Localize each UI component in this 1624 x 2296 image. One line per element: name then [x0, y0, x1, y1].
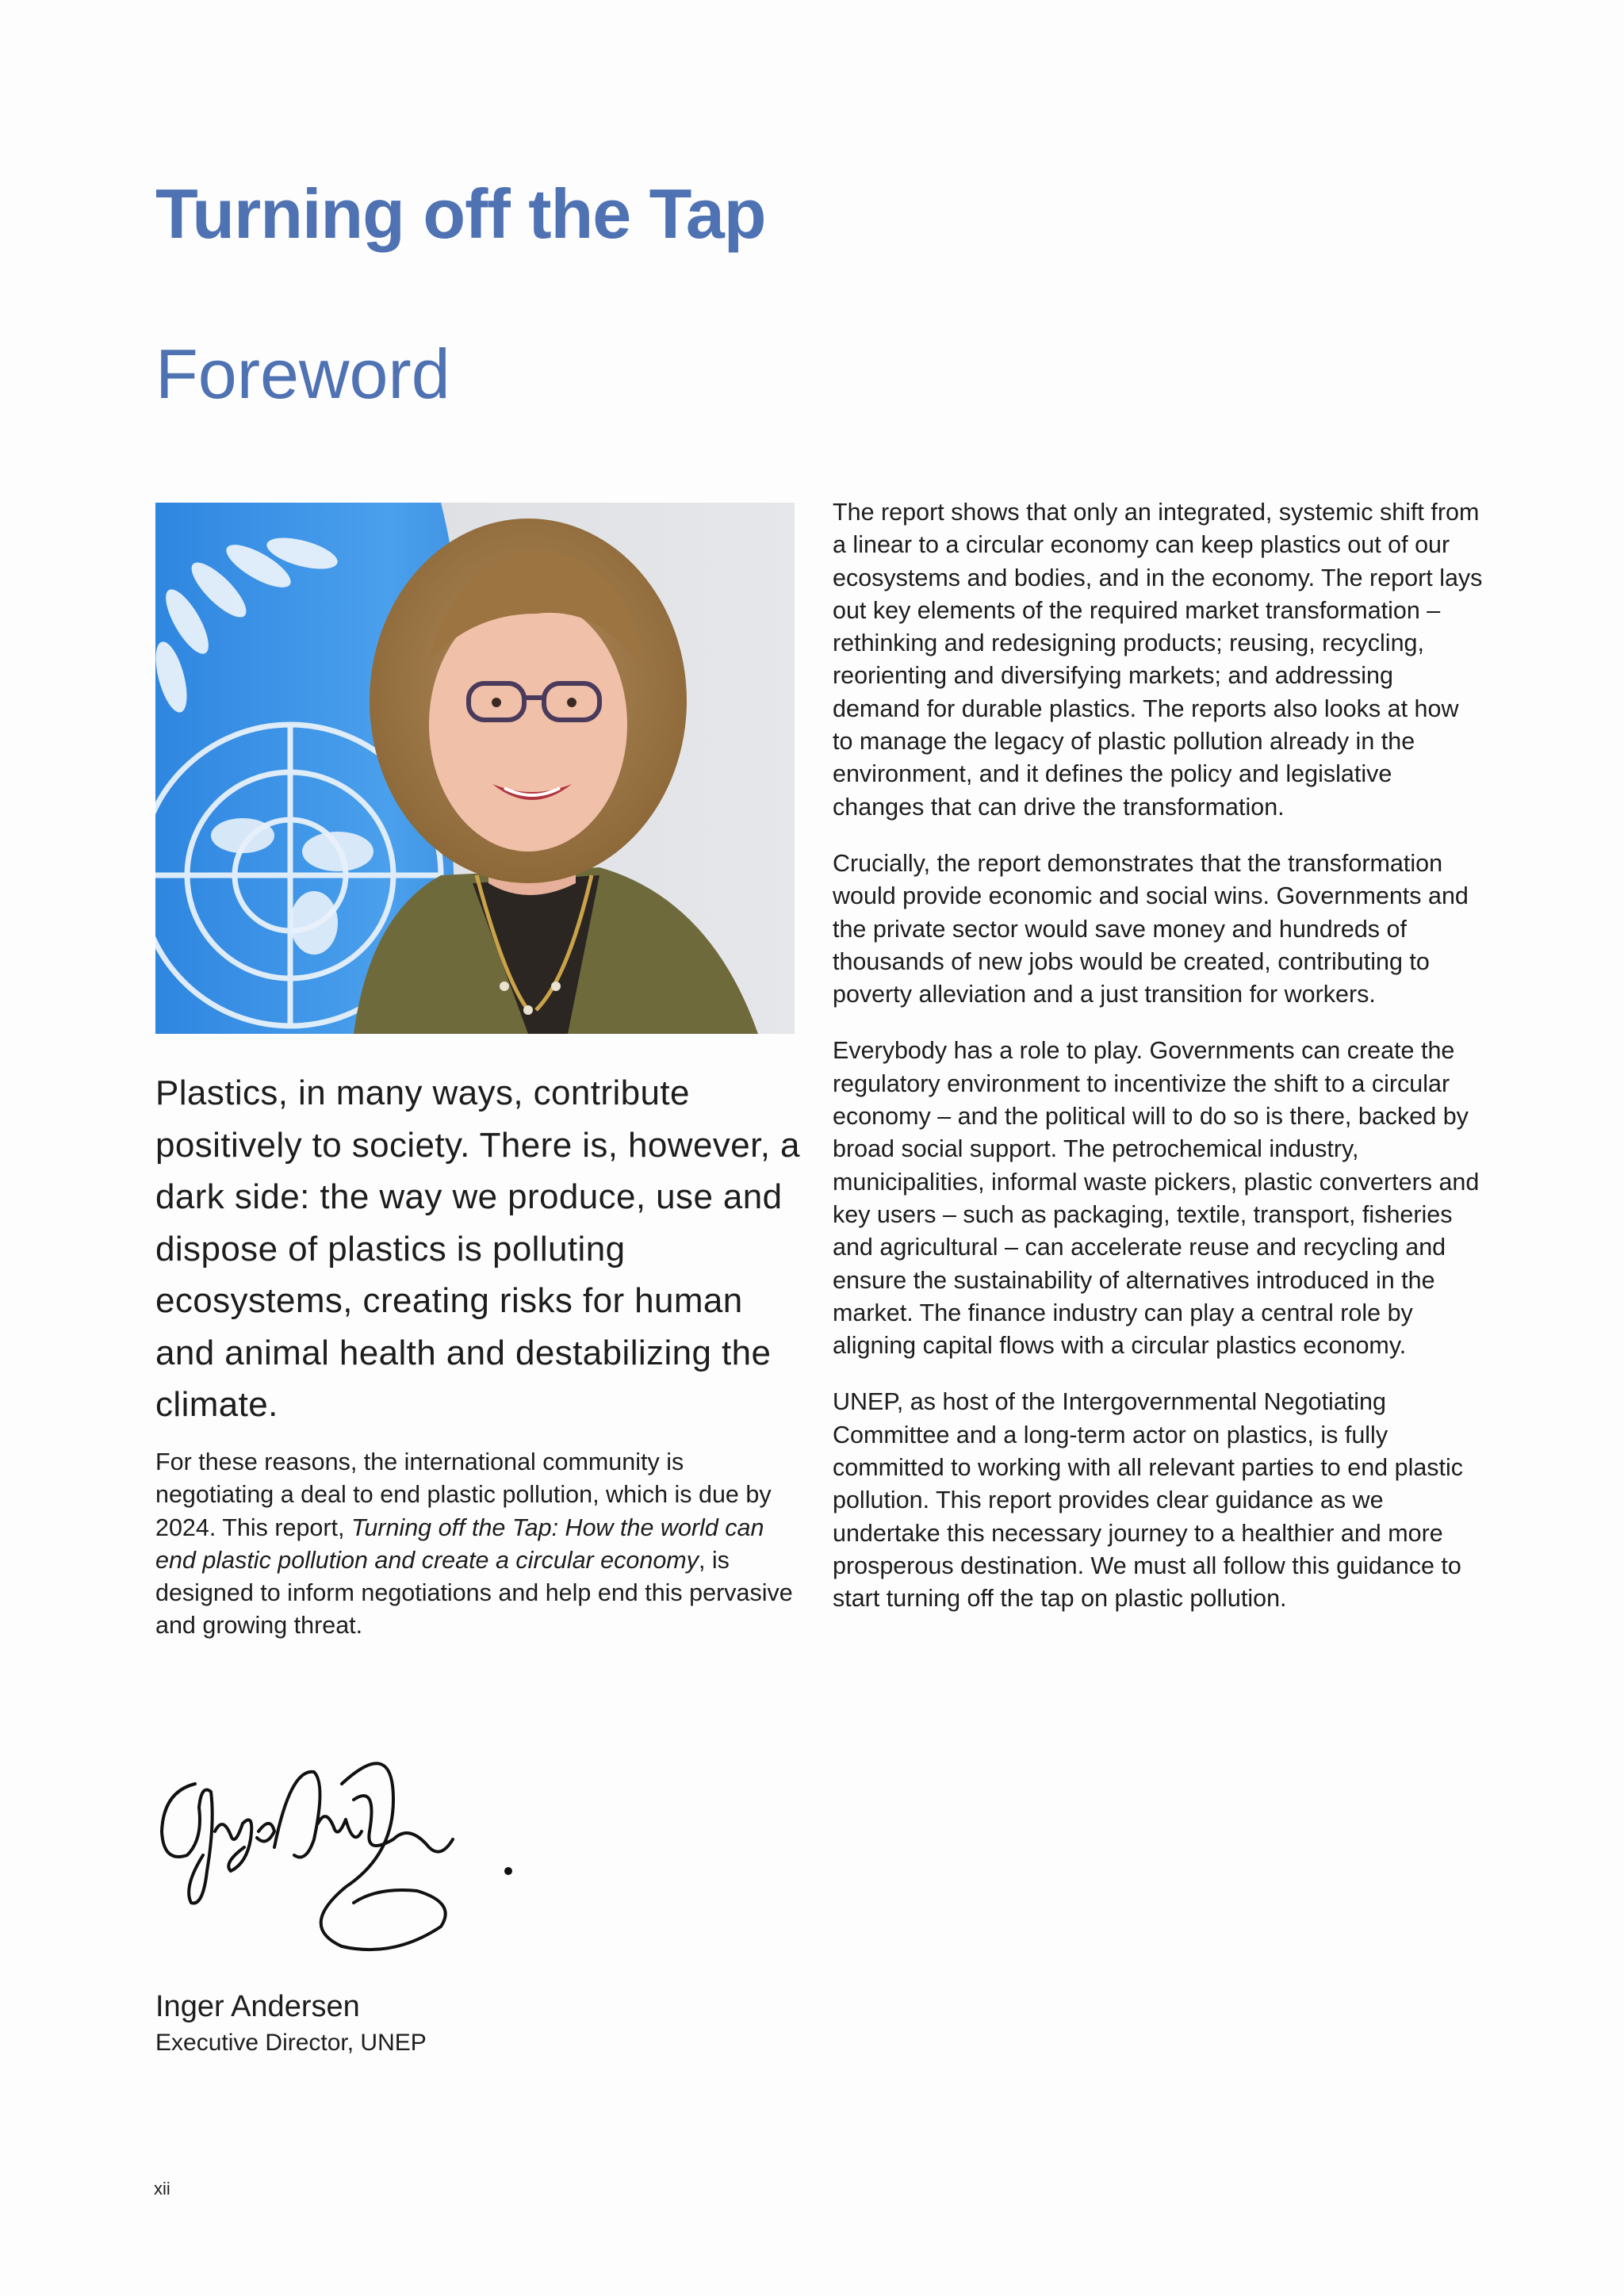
body-paragraph: The report shows that only an integrated, systemic shift from a linear to a circular economy can keep plastics out of our ecosystems and bodies, and in the economy. The report lays out key elements of the required market transformation – rethinking and redesigning products; reusing, recycling, reorienting and diversifying markets; and addressing demand for durable plastics. The reports also looks at how to manage the legacy of plastic pollution already in the environment, and it defines the policy and legislative changes that can drive the transformation. [833, 499, 1483, 821]
body-paragraph: Everybody has a role to play. Governments can create the regulatory environment to incentivize the shift to a circular economy – and the political will to do so is there, backed by broad social support. The petrochemical industry, municipalities, informal waste pickers, plastic converters and key users – such as packaging, textile, transport, fisheries and agricultural – can accelerate reuse and recycling and ensure the sustainability of alternatives introduced in the market. The finance industry can play a central role by aligning capital flows with a circular plastics economy. [833, 1037, 1480, 1360]
body-column-right [833, 496, 1483, 1640]
section-heading: Foreword [155, 335, 450, 413]
intro-text-part2: , is designed to inform negotiations and help end this pervasive and growing threat. [155, 1546, 793, 1640]
portrait-photo [155, 503, 795, 1034]
report-title-italic: Turning off the Tap: How the world can end plastic pollution and create a circular economy [155, 1513, 764, 1574]
body-paragraph: UNEP, as host of the Intergovernmental Negotiating Committee and a long-term actor on plastics, is fully committed to working with all relevant parties to end plastic pollution. This report provides clear guidance as we undertake this necessary journey to a healthier and more prosperous destination. We must all follow this guidance to start turning off the tap on plastic pollution. [833, 1388, 1464, 1613]
body-paragraph: Crucially, the report demonstrates that the transformation would provide economic and social wins. Governments and the private sector would save money and hundreds of thousands of new jobs would be created, contributing to poverty alleviation and a just transition for workers. [833, 849, 1469, 1008]
pull-quote: Plastics, in many ways, contribute positively to society. There is, however, a dark side: the way we produce, use and dispose of plastics is polluting ecosystems, creating risks for human and animal health and destabilizing the climate. [155, 1073, 800, 1424]
signatory-role: Executive Director, UNEP [155, 2030, 427, 2056]
page-number: xii [154, 2179, 170, 2198]
signature-image [155, 1736, 520, 1974]
page-title: Turning off the Tap [155, 174, 766, 253]
portrait-illustration [155, 503, 795, 1034]
signatory-name: Inger Andersen [155, 1990, 360, 2023]
intro-text-part1: For these reasons, the international community is negotiating a deal to end plastic pollution, which is due by 2024. This report, [155, 1448, 772, 1541]
intro-paragraph [155, 1446, 806, 1643]
